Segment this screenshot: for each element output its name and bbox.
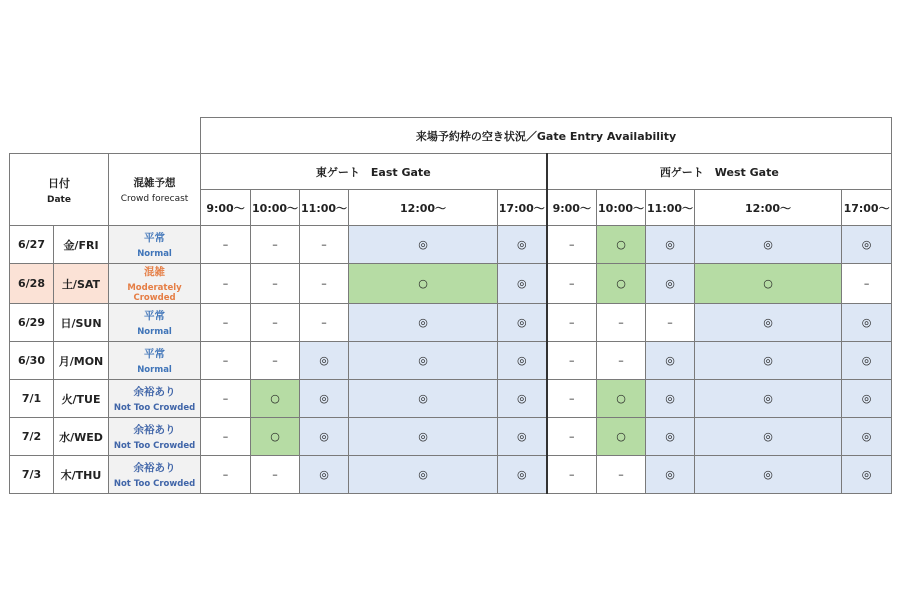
west-gate-header: 西ゲート West Gate (547, 154, 892, 190)
forecast-en: Not Too Crowded (113, 441, 196, 451)
east-time-header: 12:00～ (349, 190, 498, 226)
forecast-cell (109, 380, 201, 418)
east-time-header: 11:00～ (300, 190, 349, 226)
table-row (10, 380, 892, 418)
east-double-circle-icon: ◎ (300, 380, 349, 418)
forecast-cell (109, 304, 201, 342)
west-dash-mark: – (597, 342, 646, 380)
west-time-header: 11:00～ (646, 190, 695, 226)
east-double-circle-icon: ◎ (498, 264, 547, 304)
west-double-circle-icon: ◎ (842, 342, 892, 380)
west-dash-mark: – (547, 456, 597, 494)
date-cell: 7/2 (10, 418, 54, 456)
west-double-circle-icon: ◎ (646, 342, 695, 380)
east-circle-icon: ○ (349, 264, 498, 304)
west-double-circle-icon: ◎ (842, 456, 892, 494)
east-dash-mark: – (201, 304, 251, 342)
east-time-header: 17:00～ (498, 190, 547, 226)
date-cell: 6/30 (10, 342, 54, 380)
date-cell: 7/1 (10, 380, 54, 418)
forecast-cell (109, 342, 201, 380)
west-double-circle-icon: ◎ (695, 342, 842, 380)
east-double-circle-icon: ◎ (300, 342, 349, 380)
forecast-en: Not Too Crowded (113, 403, 196, 413)
east-gate-header: 東ゲート East Gate (201, 154, 547, 190)
west-double-circle-icon: ◎ (695, 418, 842, 456)
date-cell: 6/27 (10, 226, 54, 264)
west-double-circle-icon: ◎ (695, 226, 842, 264)
east-dash-mark: – (201, 418, 251, 456)
west-dash-mark: – (547, 304, 597, 342)
forecast-header-en: Crowd forecast (120, 194, 189, 204)
date-header-ja: 日付 (48, 176, 70, 190)
west-dash-mark: – (842, 264, 892, 304)
west-time-header: 17:00～ (842, 190, 892, 226)
west-double-circle-icon: ◎ (646, 264, 695, 304)
forecast-ja: 余裕あり (133, 386, 176, 398)
east-circle-icon: ○ (251, 380, 300, 418)
east-dash-mark: – (201, 342, 251, 380)
table-row (10, 304, 892, 342)
east-double-circle-icon: ◎ (300, 456, 349, 494)
east-double-circle-icon: ◎ (349, 304, 498, 342)
east-dash-mark: – (251, 264, 300, 304)
forecast-en: Normal (137, 249, 172, 259)
east-circle-icon: ○ (251, 418, 300, 456)
west-double-circle-icon: ◎ (646, 380, 695, 418)
east-dash-mark: – (201, 456, 251, 494)
forecast-header (109, 154, 201, 226)
date-cell: 6/29 (10, 304, 54, 342)
east-double-circle-icon: ◎ (349, 380, 498, 418)
west-dash-mark: – (547, 342, 597, 380)
day-cell: 土/SAT (54, 264, 109, 304)
west-dash-mark: – (597, 456, 646, 494)
west-double-circle-icon: ◎ (646, 456, 695, 494)
forecast-cell (109, 226, 201, 264)
table-row (10, 226, 892, 264)
east-time-header: 9:00～ (201, 190, 251, 226)
east-dash-mark: – (251, 456, 300, 494)
east-dash-mark: – (201, 226, 251, 264)
forecast-ja: 余裕あり (133, 424, 176, 436)
date-header-en: Date (47, 194, 71, 205)
date-cell: 7/3 (10, 456, 54, 494)
east-dash-mark: – (251, 304, 300, 342)
table-row (10, 418, 892, 456)
day-cell: 木/THU (54, 456, 109, 494)
date-cell: 6/28 (10, 264, 54, 304)
west-circle-icon: ○ (597, 418, 646, 456)
west-circle-icon: ○ (695, 264, 842, 304)
day-cell: 水/WED (54, 418, 109, 456)
table-row (10, 264, 892, 304)
forecast-ja: 平常 (144, 348, 166, 360)
east-double-circle-icon: ◎ (498, 304, 547, 342)
forecast-cell (109, 418, 201, 456)
west-double-circle-icon: ◎ (695, 380, 842, 418)
west-circle-icon: ○ (597, 226, 646, 264)
west-dash-mark: – (597, 304, 646, 342)
forecast-en: Normal (137, 327, 172, 337)
west-double-circle-icon: ◎ (842, 418, 892, 456)
east-dash-mark: – (201, 380, 251, 418)
forecast-ja: 混雑 (144, 266, 166, 278)
date-header (10, 154, 109, 226)
east-double-circle-icon: ◎ (349, 456, 498, 494)
west-dash-mark: – (547, 380, 597, 418)
east-time-header: 10:00～ (251, 190, 300, 226)
west-circle-icon: ○ (597, 264, 646, 304)
west-time-header: 9:00～ (547, 190, 597, 226)
west-dash-mark: – (547, 418, 597, 456)
forecast-header-ja: 混雑予想 (133, 177, 176, 189)
east-double-circle-icon: ◎ (300, 418, 349, 456)
east-double-circle-icon: ◎ (349, 226, 498, 264)
day-cell: 日/SUN (54, 304, 109, 342)
corner-blank (10, 118, 201, 154)
east-double-circle-icon: ◎ (498, 418, 547, 456)
west-double-circle-icon: ◎ (695, 304, 842, 342)
west-double-circle-icon: ◎ (842, 304, 892, 342)
forecast-ja: 余裕あり (133, 462, 176, 474)
availability-table (9, 117, 892, 494)
west-double-circle-icon: ◎ (842, 226, 892, 264)
west-double-circle-icon: ◎ (842, 380, 892, 418)
west-double-circle-icon: ◎ (646, 226, 695, 264)
west-time-header: 12:00～ (695, 190, 842, 226)
west-dash-mark: – (547, 226, 597, 264)
forecast-ja: 平常 (144, 232, 166, 244)
east-double-circle-icon: ◎ (498, 342, 547, 380)
day-cell: 金/FRI (54, 226, 109, 264)
east-double-circle-icon: ◎ (498, 456, 547, 494)
east-double-circle-icon: ◎ (498, 380, 547, 418)
west-time-header: 10:00～ (597, 190, 646, 226)
west-circle-icon: ○ (597, 380, 646, 418)
day-cell: 月/MON (54, 342, 109, 380)
table-row (10, 456, 892, 494)
forecast-en: Not Too Crowded (113, 479, 196, 489)
east-dash-mark: – (300, 264, 349, 304)
west-dash-mark: – (547, 264, 597, 304)
east-double-circle-icon: ◎ (349, 342, 498, 380)
forecast-cell (109, 264, 201, 304)
west-dash-mark: – (646, 304, 695, 342)
east-dash-mark: – (300, 226, 349, 264)
west-double-circle-icon: ◎ (646, 418, 695, 456)
forecast-en: Moderately Crowded (127, 283, 182, 303)
table-row (10, 342, 892, 380)
east-dash-mark: – (251, 226, 300, 264)
east-dash-mark: – (251, 342, 300, 380)
day-cell: 火/TUE (54, 380, 109, 418)
forecast-ja: 平常 (144, 310, 166, 322)
forecast-cell (109, 456, 201, 494)
table-title: 来場予約枠の空き状況／Gate Entry Availability (201, 118, 892, 154)
east-dash-mark: – (300, 304, 349, 342)
forecast-en: Normal (137, 365, 172, 375)
east-double-circle-icon: ◎ (498, 226, 547, 264)
east-dash-mark: – (201, 264, 251, 304)
west-double-circle-icon: ◎ (695, 456, 842, 494)
east-double-circle-icon: ◎ (349, 418, 498, 456)
